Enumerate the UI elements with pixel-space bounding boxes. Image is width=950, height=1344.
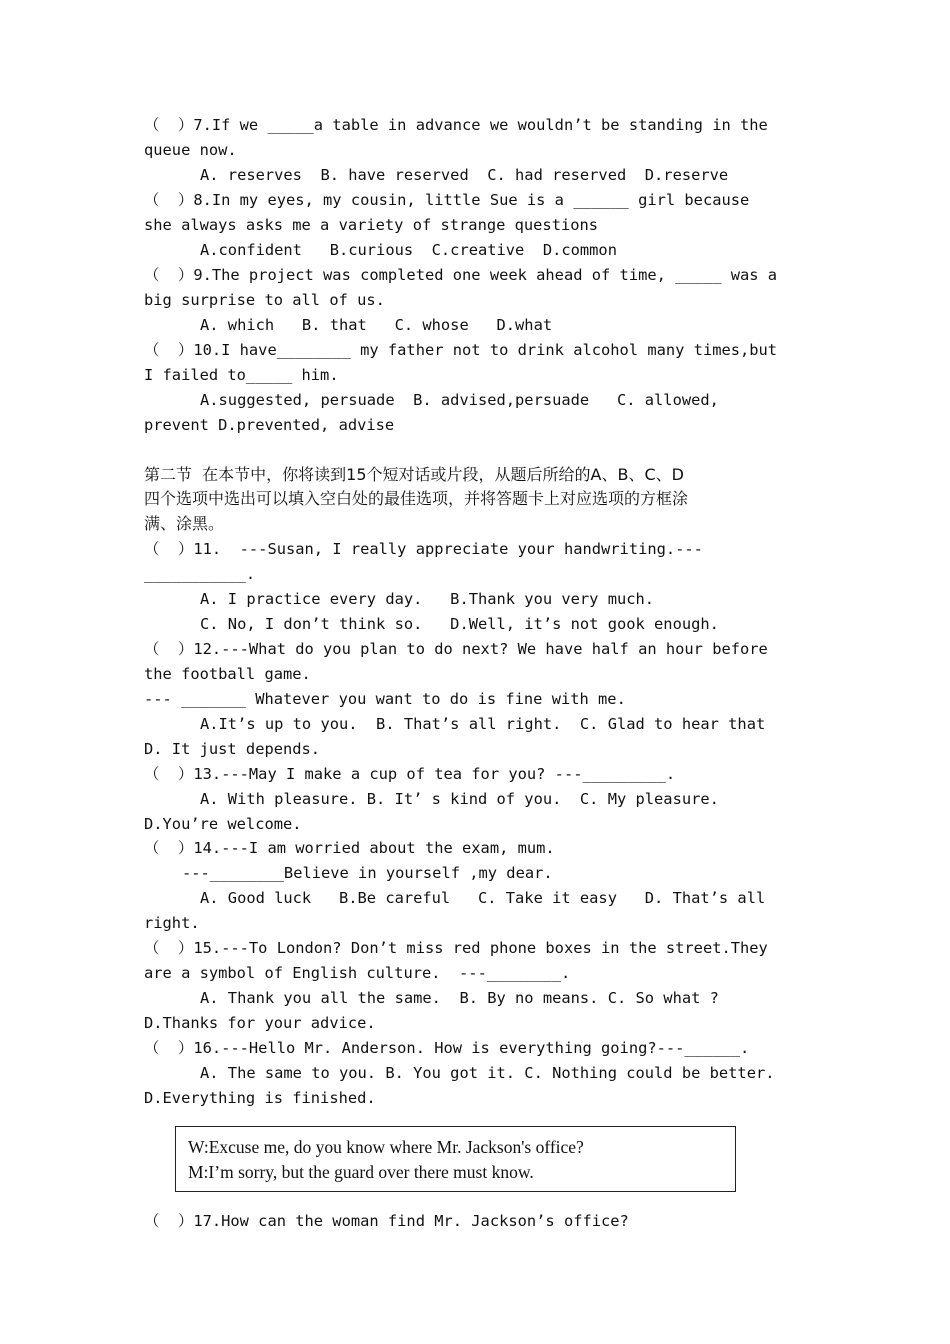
question-15-line-2: are a symbol of English culture. ---________.	[144, 964, 571, 982]
question-11-options-ab: A. I practice every day. B.Thank you very much.	[200, 590, 655, 608]
question-16-line-1: （ ）16.---Hello Mr. Anderson. How is everything going?---______.	[144, 1039, 750, 1057]
question-14-options: A. Good luck B.Be careful C. Take it easy D. That’s all	[200, 889, 766, 907]
question-14-line-1: （ ）14.---I am worried about the exam, mum.	[144, 839, 555, 857]
question-9-options: A. which B. that C. whose D.what	[200, 316, 553, 334]
question-14-options-cont: right.	[144, 914, 200, 932]
question-7-line-2: queue now.	[144, 141, 237, 159]
question-15-options-cont: D.Thanks for your advice.	[144, 1014, 376, 1032]
question-9-line-1: （ ）9.The project was completed one week ahead of time, _____ was a	[144, 266, 778, 284]
dialogue-line-man: M:I’m sorry, but the guard over there must know.	[188, 1162, 534, 1182]
question-10-options-cont: prevent D.prevented, advise	[144, 416, 395, 434]
section-2-instructions-line-1: 第二节 在本节中，你将读到15个短对话或片段，从题后所给的A、B、C、D	[144, 465, 684, 484]
question-8-options: A.confident B.curious C.creative D.common	[200, 241, 617, 259]
question-8-line-2: she always asks me a variety of strange questions	[144, 216, 599, 234]
question-15-line-1: （ ）15.---To London? Don’t miss red phone boxes in the street.They	[144, 939, 768, 957]
question-7-options: A. reserves B. have reserved C. had reserved D.reserve	[200, 166, 729, 184]
question-13-options-cont: D.You’re welcome.	[144, 815, 302, 833]
question-16-options: A. The same to you. B. You got it. C. Nothing could be better.	[200, 1064, 775, 1082]
question-12-line-2: the football game.	[144, 665, 311, 683]
section-2-instructions-line-2: 四个选项中选出可以填入空白处的最佳选项，并将答题卡上对应选项的方框涂	[144, 489, 689, 508]
dialogue-box	[175, 1126, 736, 1192]
question-11-line-2: ___________.	[144, 565, 256, 583]
question-13-options: A. With pleasure. B. It’ s kind of you. C. My pleasure.	[200, 790, 719, 808]
question-17-line-1: （ ）17.How can the woman find Mr. Jackson’s office?	[144, 1212, 629, 1230]
question-13-line-1: （ ）13.---May I make a cup of tea for you? ---_________.	[144, 765, 676, 783]
section-2-instructions-line-3: 满、涂黑。	[144, 514, 225, 533]
question-10-line-2: I failed to_____ him.	[144, 366, 339, 384]
question-16-options-cont: D.Everything is finished.	[144, 1089, 376, 1107]
question-9-line-2: big surprise to all of us.	[144, 291, 385, 309]
question-8-line-1: （ ）8.In my eyes, my cousin, little Sue is a ______ girl because	[144, 191, 750, 209]
question-7-line-1: （ ）7.If we _____a table in advance we wouldn’t be standing in the	[144, 116, 768, 134]
question-12-options: A.It’s up to you. B. That’s all right. C. Glad to hear that	[200, 715, 766, 733]
question-11-options-cd: C. No, I don’t think so. D.Well, it’s not gook enough.	[200, 615, 719, 633]
question-10-line-1: （ ）10.I have________ my father not to drink alcohol many times,but	[144, 341, 778, 359]
question-11-line-1: （ ）11. ---Susan, I really appreciate your handwriting.---	[144, 540, 703, 558]
question-10-options: A.suggested, persuade B. advised,persuade C. allowed,	[200, 391, 719, 409]
question-12-line-3: --- _______ Whatever you want to do is fine with me.	[144, 690, 626, 708]
dialogue-line-woman: W:Excuse me, do you know where Mr. Jackson's office?	[188, 1137, 584, 1157]
question-15-options: A. Thank you all the same. B. By no means. C. So what ?	[200, 989, 719, 1007]
question-12-options-cont: D. It just depends.	[144, 740, 321, 758]
question-12-line-1: （ ）12.---What do you plan to do next? We have half an hour before	[144, 640, 768, 658]
question-14-line-2: ---________Believe in yourself ,my dear.	[182, 864, 553, 882]
